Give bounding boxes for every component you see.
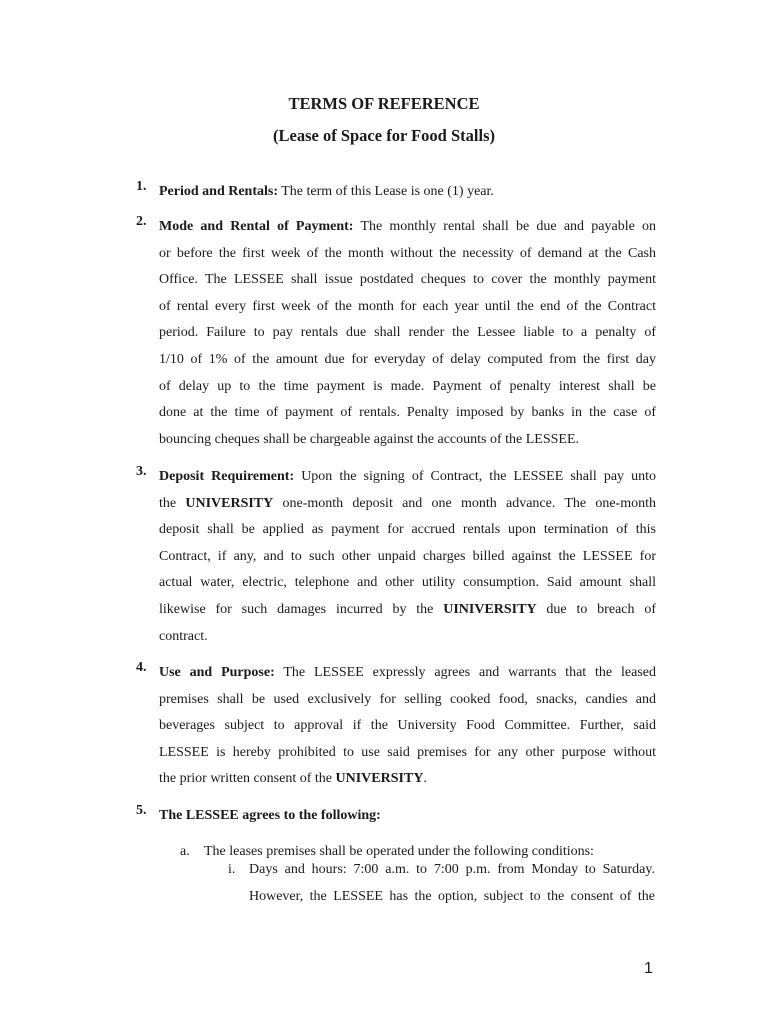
clause-2: [136, 214, 656, 453]
clause-3: [136, 464, 656, 650]
subclause-text: Days and hours: 7:00 a.m. to 7:00 p.m. from Monday to Saturday.: [249, 862, 655, 877]
clause-text: beverages subject to approval if the University Food Committee. Further, said: [159, 718, 656, 734]
clause-text: period. Failure to pay rentals due shall render the Lessee liable to a penalty of: [159, 325, 656, 341]
clause-number: 2.: [136, 214, 147, 229]
clause-text: Office. The LESSEE shall issue postdated cheques to cover the monthly payment: [159, 272, 656, 288]
clause-heading: Use and Purpose:: [159, 665, 275, 680]
clause-text: of rental every first week of the month for each year until the end of the Contract: [159, 298, 656, 314]
clause-number: 5.: [136, 803, 147, 818]
clause-heading: Deposit Requirement:: [159, 469, 295, 484]
clause-text: premises shall be used exclusively for selling cooked food, snacks, candies and: [159, 691, 656, 707]
page-number: 1: [644, 960, 653, 977]
clause-heading: The LESSEE agrees to the following:: [159, 808, 381, 823]
clause-text: bouncing cheques shall be chargeable against the accounts of the LESSEE.: [159, 431, 579, 447]
clause-number: 3.: [136, 464, 147, 479]
clause-text: actual water, electric, telephone and other utility consumption. Said amount shall: [159, 575, 656, 591]
clause-text: The term of this Lease is one (1) year.: [281, 184, 494, 199]
clause-text: due to breach of: [536, 601, 656, 617]
subclause-marker: a.: [180, 844, 190, 859]
university-name: UNIVERSITY: [335, 771, 424, 787]
clause-text: deposit shall be applied as payment for accrued rentals upon termination of this: [159, 522, 656, 538]
clause-heading: Mode and Rental of Payment:: [159, 219, 354, 234]
clause-text: Upon the signing of Contract, the LESSEE shall pay unto: [301, 469, 656, 484]
document-subtitle: (Lease of Space for Food Stalls): [273, 126, 495, 145]
clause-text: one-month deposit and one month advance. The one-month: [273, 495, 656, 511]
clause-text: done at the time of payment of rentals. Penalty imposed by banks in the case of: [159, 405, 656, 421]
clause-text: LESSEE is hereby prohibited to use said premises for any other purpose without: [159, 744, 656, 760]
clause-text: Contract, if any, and to such other unpaid charges billed against the LESSEE for: [159, 548, 656, 564]
clause-text: the: [159, 495, 186, 511]
clause-5: [136, 803, 656, 830]
clause-number: 1.: [136, 179, 147, 194]
subclause-text: However, the LESSEE has the option, subject to the consent of the: [249, 889, 655, 904]
clause-text: the prior written consent of the: [159, 771, 336, 787]
subclause-marker: i.: [228, 862, 236, 877]
clause-text: The monthly rental shall be due and payable on: [360, 219, 656, 234]
university-name: UINIVERSITY: [443, 601, 537, 617]
clause-text: of delay up to the time payment is made. Payment of penalty interest shall be: [159, 378, 656, 394]
clause-text: contract.: [159, 628, 208, 644]
subclause-text: The leases premises shall be operated under the following conditions:: [204, 844, 594, 859]
clause-heading: Period and Rentals:: [159, 184, 278, 199]
clause-text: 1/10 of 1% of the amount due for everyday of delay computed from the first day: [159, 351, 656, 367]
clause-1: [136, 179, 656, 206]
clause-number: 4.: [136, 660, 147, 675]
clause-text: or before the first week of the month without the necessity of demand at the Cash: [159, 245, 656, 261]
clause-text: likewise for such damages incurred by the: [159, 601, 444, 617]
clause-text: .: [423, 771, 427, 787]
clause-4: [136, 660, 656, 793]
document-title: TERMS OF REFERENCE: [288, 94, 480, 113]
university-name: UNIVERSITY: [185, 495, 274, 511]
clause-text: The LESSEE expressly agrees and warrants that the leased: [283, 665, 656, 680]
